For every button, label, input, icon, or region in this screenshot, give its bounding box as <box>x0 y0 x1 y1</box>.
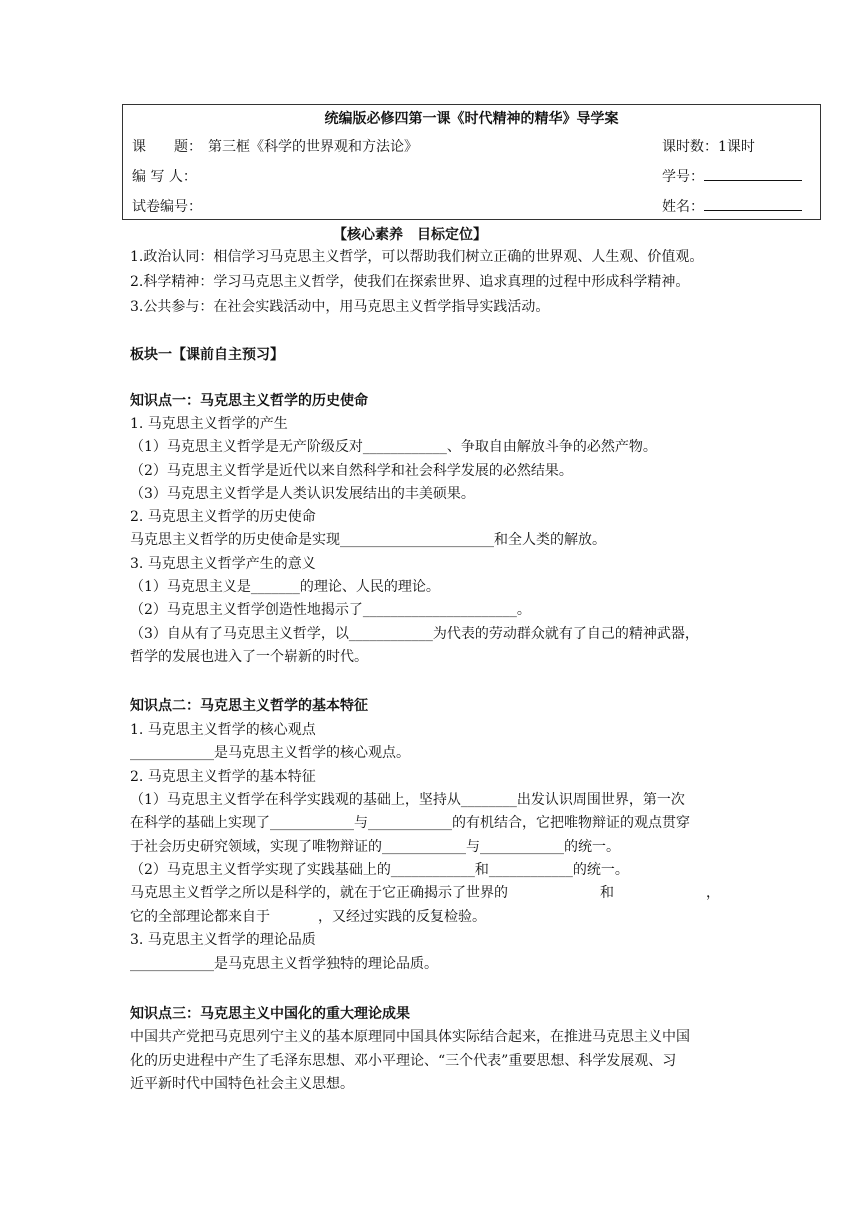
document-title: 统编版必修四第一课《时代精神的精华》导学案 <box>324 111 619 127</box>
text-line: 2. 马克思主义哲学的历史使命 <box>130 509 316 525</box>
text-line: 哲学的发展也进入了一个崭新的时代。 <box>130 649 368 665</box>
text-line: （1）马克思主义哲学在科学实践观的基础上，坚持从________出发认识周围世界，第一次 <box>130 792 685 808</box>
text-line: 中国共产党把马克思列宁主义的基本原理同中国具体实际结合起来，在推进马克思主义中国 <box>130 1029 690 1045</box>
text-line: 近平新时代中国特色社会主义思想。 <box>130 1076 354 1092</box>
text-line: 于社会历史研究领域，实现了唯物辩证的____________与____________的统一。 <box>130 839 620 855</box>
header-table <box>122 104 821 220</box>
text-line: （3）马克思主义哲学是人类认识发展结出的丰美硕果。 <box>130 486 475 502</box>
text-line: 2. 马克思主义哲学的基本特征 <box>130 769 316 785</box>
knowledge-heading: 知识点三：马克思主义中国化的重大理论成果 <box>130 1006 410 1022</box>
text-line: 1. 马克思主义哲学的产生 <box>130 416 288 432</box>
text-line: 化的历史进程中产生了毛泽东思想、邓小平理论、“三个代表”重要思想、科学发展观、习 <box>130 1053 677 1069</box>
name-field[interactable]: 姓名： <box>662 196 802 216</box>
text-line: （1）马克思主义是_______的理论、人民的理论。 <box>130 579 440 595</box>
goal-item: 3.公共参与：在社会实践活动中，用马克思主义哲学指导实践活动。 <box>130 299 550 315</box>
text-line: 3. 马克思主义哲学的理论品质 <box>130 932 316 948</box>
text-line: （2）马克思主义哲学实现了实践基础上的____________和____________的统一。 <box>130 862 629 878</box>
student-number-field[interactable]: 学号： <box>662 166 802 186</box>
text-line: 1. 马克思主义哲学的核心观点 <box>130 722 316 738</box>
class-hours: 课时数：1课时 <box>662 139 755 155</box>
knowledge-heading: 知识点二：马克思主义哲学的基本特征 <box>130 698 368 714</box>
text-line: ____________是马克思主义哲学的核心观点。 <box>130 745 410 761</box>
text-line: ____________是马克思主义哲学独特的理论品质。 <box>130 956 438 972</box>
author-label: 编 写 人： <box>132 169 197 185</box>
topic-value: 第三框《科学的世界观和方法论》 <box>208 139 418 155</box>
text-line: （3）自从有了马克思主义哲学，以____________为代表的劳动群众就有了自己的精神武器， <box>130 626 699 642</box>
block-heading: 板块一【课前自主预习】 <box>130 347 284 363</box>
text-line: 马克思主义哲学的历史使命是实现______________________和全人类的解放。 <box>130 532 606 548</box>
goal-item: 2.科学精神：学习马克思主义哲学，使我们在探索世界、追求真理的过程中形成科学精神。 <box>130 274 690 290</box>
topic-label: 课 题： <box>132 139 202 155</box>
text-line: 它的全部理论都来自于 ，又经过实践的反复检验。 <box>130 909 486 925</box>
text-line: 3. 马克思主义哲学产生的意义 <box>130 556 316 572</box>
section-heading: 【核心素养 目标定位】 <box>333 227 487 243</box>
text-line: 在科学的基础上实现了____________与____________的有机结合，它把唯物辩证的观点贯穿 <box>130 815 690 831</box>
text-line: 马克思主义哲学之所以是科学的，就在于它正确揭示了世界的 和 ， <box>130 885 720 901</box>
goal-item: 1.政治认同：相信学习马克思主义哲学，可以帮助我们树立正确的世界观、人生观、价值观。 <box>130 249 704 265</box>
text-line: （1）马克思主义哲学是无产阶级反对____________、争取自由解放斗争的必然产物。 <box>130 439 657 455</box>
paper-number-label: 试卷编号： <box>132 199 202 215</box>
knowledge-heading: 知识点一：马克思主义哲学的历史使命 <box>130 393 368 409</box>
text-line: （2）马克思主义哲学是近代以来自然科学和社会科学发展的必然结果。 <box>130 463 573 479</box>
text-line: （2）马克思主义哲学创造性地揭示了______________________。 <box>130 602 531 618</box>
